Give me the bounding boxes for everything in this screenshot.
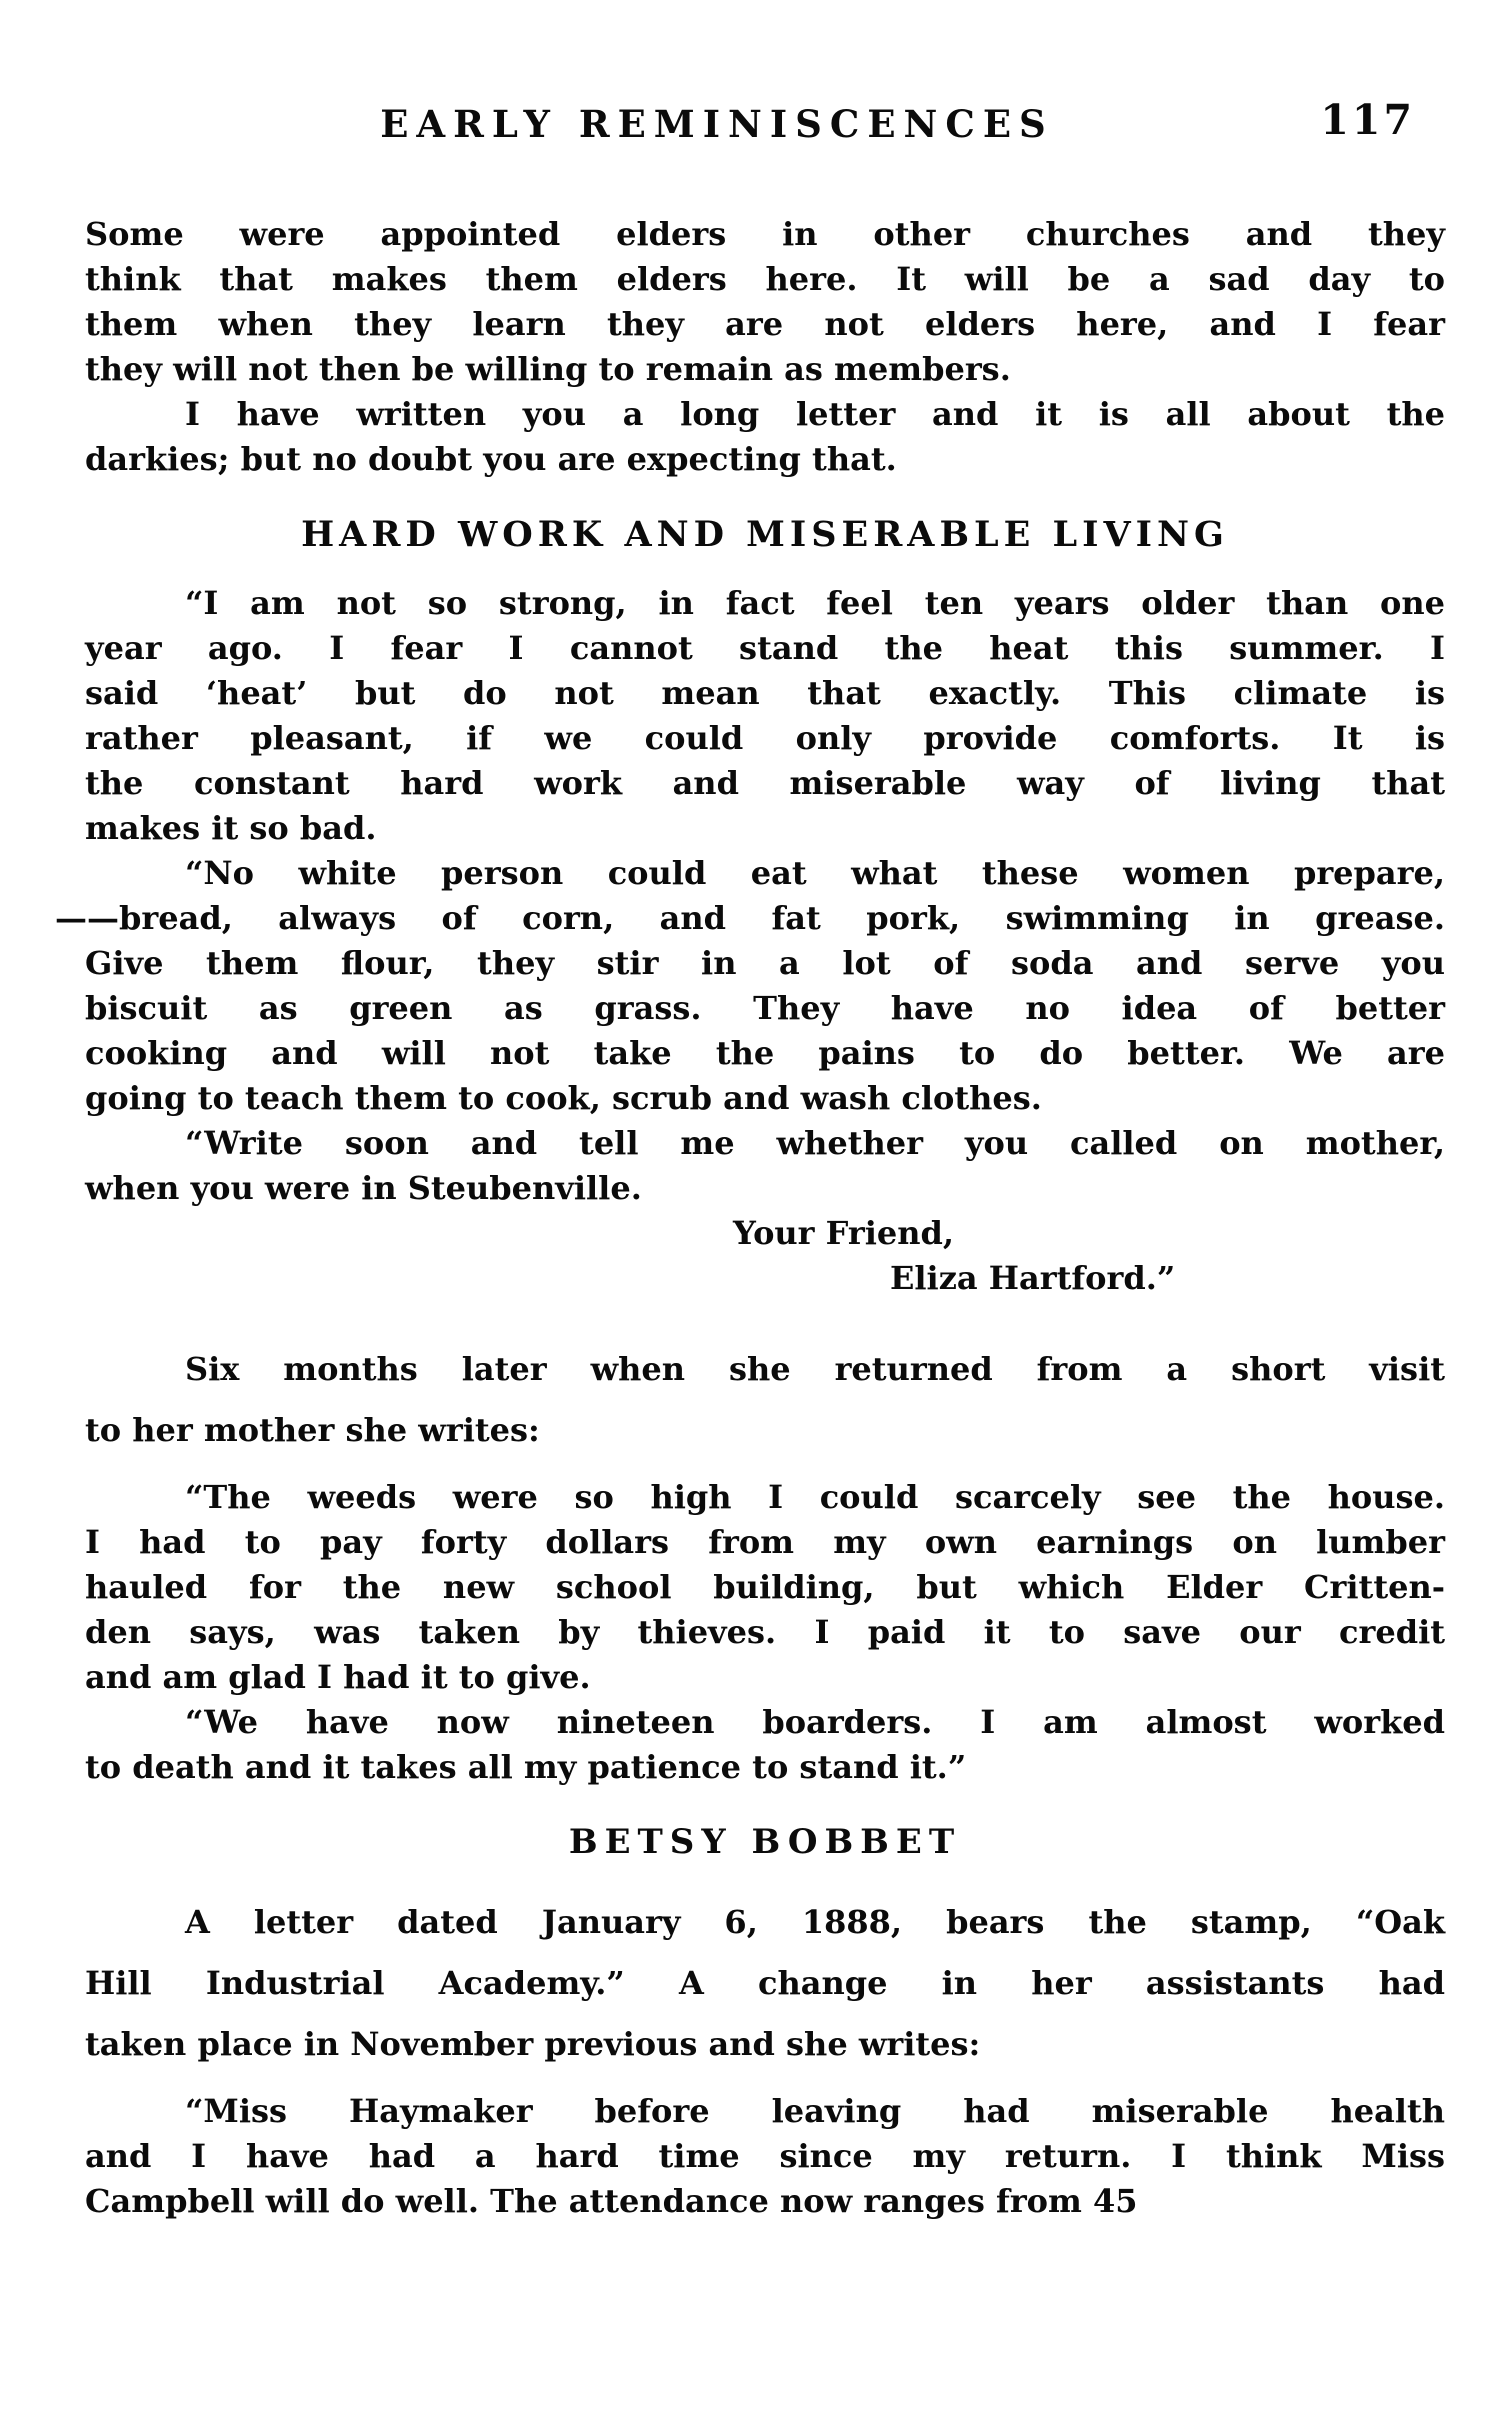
section-heading: BETSY BOBBET [568,1822,962,1862]
paragraph-line: taken place in November previous and she writes: [85,2025,981,2063]
paragraph-line: A letter dated January 6, 1888, bears the stamp, “Oak [185,1903,1445,1941]
paragraph-line: I have written you a long letter and it is all about the [185,395,1445,433]
paragraph-line: “Miss Haymaker before leaving had miserable health [185,2092,1445,2130]
paragraph-line: and am glad I had it to give. [85,1658,591,1696]
paragraph-line: I had to pay forty dollars from my own earnings on lumber [85,1523,1445,1561]
paragraph-line: to her mother she writes: [85,1411,540,1449]
paragraph-line: Some were appointed elders in other churches and they [85,215,1445,253]
paragraph-line: “We have now nineteen boarders. I am almost worked [185,1703,1445,1741]
paragraph [85,1121,1445,1211]
paragraph [85,1339,1445,1461]
page-header [85,96,1445,152]
paragraph [55,851,1445,1121]
paragraph-line: “I am not so strong, in fact feel ten years older than one [185,584,1445,622]
paragraph-line: year ago. I fear I cannot stand the heat this summer. I [85,629,1445,667]
paragraph-line: hauled for the new school building, but which Elder Critten- [85,1568,1445,1606]
paragraph-line: cooking and will not take the pains to do better. We are [85,1034,1445,1072]
paragraph-line: Campbell will do well. The attendance now ranges from 45 [85,2182,1138,2220]
paragraph [85,2089,1445,2224]
paragraph-line: they will not then be willing to remain as members. [85,350,1011,388]
paragraph-line: makes it so bad. [85,809,377,847]
running-head: EARLY REMINISCENCES [380,102,1054,146]
paragraph [85,1475,1445,1700]
paragraph-line: “Write soon and tell me whether you called on mother, [185,1124,1445,1162]
paragraph-line: and I have had a hard time since my return. I think Miss [85,2137,1445,2175]
paragraph-line: ——bread, always of corn, and fat pork, swimming in grease. [55,899,1445,937]
paragraph-line: the constant hard work and miserable way of living that [85,764,1445,802]
paragraph-line: Give them flour, they stir in a lot of soda and serve you [85,944,1445,982]
paragraph-line: when you were in Steubenville. [85,1169,642,1207]
paragraph-line: darkies; but no doubt you are expecting that. [85,440,897,478]
paragraph [85,392,1445,482]
page-body [55,212,1445,2224]
paragraph-line: Six months later when she returned from a short visit [185,1350,1445,1388]
paragraph-line: them when they learn they are not elders here, and I fear [85,305,1445,343]
paragraph [85,581,1445,851]
signature-line: Your Friend, [733,1214,954,1252]
paragraph-line: going to teach them to cook, scrub and wash clothes. [85,1079,1042,1117]
paragraph-line: rather pleasant, if we could only provide comforts. It is [85,719,1445,757]
paragraph-line: “The weeds were so high I could scarcely see the house. [185,1478,1445,1516]
signature-line: Eliza Hartford.” [890,1259,1176,1297]
paragraph [85,212,1445,392]
section-heading: HARD WORK AND MISERABLE LIVING [301,514,1229,555]
paragraph [85,1892,1445,2075]
paragraph-line: think that makes them elders here. It will be a sad day to [85,260,1445,298]
paragraph-line: said ‘heat’ but do not mean that exactly. This climate is [85,674,1445,712]
paragraph-line: “No white person could eat what these women prepare, [185,854,1445,892]
paragraph-line: biscuit as green as grass. They have no idea of better [85,989,1445,1027]
page-number: 117 [1320,96,1415,144]
paragraph-line: Hill Industrial Academy.” A change in her assistants had [85,1964,1445,2002]
paragraph-line: to death and it takes all my patience to stand it.” [85,1748,967,1786]
paragraph-line: den says, was taken by thieves. I paid it to save our credit [85,1613,1445,1651]
paragraph [85,1700,1445,1790]
